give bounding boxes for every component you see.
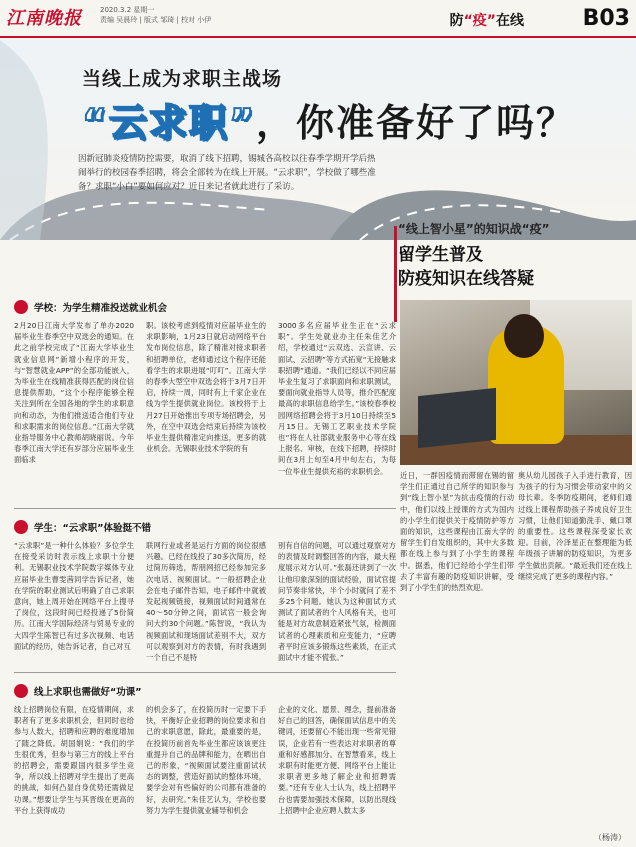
- section-name: [450, 10, 524, 30]
- article-column-8: 的机会多了，在投简历时一定要下手快，平衡好企业招聘的岗位要求和自己的求职意愿，除此，最重要的是，在投简历前首先毕业生都应该该更注重提升自己的品牌和能力，在晒出自己的形象，“视频面试要注重面试状态的调整，营造好面试的整体环境，要学会对有些偏好的公司都有准备的好，去研究。”朱佳艺认为，学校也要努力为学生提供就业辅导和机会: [146, 705, 266, 815]
- section-prefix: 防: [449, 13, 464, 29]
- main-headline: [82, 92, 576, 147]
- hero-banner: [0, 40, 636, 240]
- student-photo: [400, 300, 632, 465]
- laptop: [418, 388, 496, 448]
- article-column-5: 联网行业或者是运行方面的岗位很感兴趣。已经在线投了30多次简历，经过简历筛选，帮朋网招已经参加完多次电话、视频面试。“一般招聘企业会在电子邮件告知，电子邮件中就被发起视频链接，视频面试时间通常在40～50分钟之间，面试官一般会询问大约30个问题。”陈智说，“我认为视频面试和现场面试差别不大，双方可以观察到对方的表情，有时我遇到一个自己不是特: [146, 541, 266, 663]
- section-title-homework: [14, 684, 142, 698]
- divider: [14, 672, 396, 673]
- headline-kicker: 当线上成为求职主战场: [82, 68, 283, 90]
- issue-meta: [100, 5, 211, 25]
- lead-paragraph: 因新冠肺炎疫情防控需要，取消了线下招聘，锡城各高校以往春季学期开学后热闹举行的校园春季招聘，将会全部转为在线上开展。“云求职”，学校做了哪些准备？求职“小白”要如何应对？近日来记者就此进行了采访。: [78, 154, 376, 192]
- student-head: [504, 314, 544, 358]
- article-column-2: 职。该校考虑到疫情对应届毕业生的求职影响，1月23日就启动网络平台发布岗位信息，除了精准对接求职者和招聘单位，老师通过这个程序还能看学生的求职进展“叮叮”。江南大学的春季大型空中双选会将于3月7日开启，持续一周，同时有上千家企业在线为学生提供就业岗位。该校将于上月27日开始推出专项专场招聘会，另外，在空中双选会结束后持续为该校毕业生提供精准定向推送，更多的就业机会。无锡职业技术学院的有: [146, 321, 266, 454]
- masthead: [0, 0, 636, 38]
- article-column-3: 3000多名应届毕业生正在“云求职”。学生处就业办主任朱佳艺介绍，学校通过“云双选、云宣讲、云面试、云招聘”等方式拓宽“无接触求职招聘”通道。“我们已经以不同应届毕业生复习了求职面向和求职测试，要面向就业指导人员等，推介匹配度最高的求职信息给学生。”该校春季校园网络招聘会将于3月10日持续至5月15日。无锡工艺职业技术学院也“将在人社部就业服务中心等在线上报名、审核，在线下招聘，持续时间在3月上旬至4月中旬左右，为每一位毕业生提供充裕的求职机会。: [278, 321, 396, 476]
- sidebar-title-line2: 防疫知识在线答疑: [398, 269, 534, 289]
- sidebar-title: [398, 243, 628, 291]
- article-column-9: 企业的文化、愿景、理念，提前准备好自己的回答，确保面试信息中的关键词，还要留心不能出现一些常见错误，企业若有一些表达对求职者的尊重和好感都加分。在智慧看来，线上求职有时能更方便、网络平台上能让求职者更多地了解企业和招聘需要。”还有专业人士认为，线上招聘平台也需要加强技术保障，以防出现线上招聘中企业应聘人数太多: [278, 705, 396, 815]
- sidebar-title-line1: 留学生普及: [398, 245, 483, 265]
- editor-credits: 责编 吴晨玲 | 版式 邹琦 | 校对 小伊: [100, 16, 212, 24]
- article-column-4: “云求职”是一种什么体验？多位学生在接受采访时表示线上求职十分便利。无锡职业技术学院数字媒体专业应届毕业生曹雯茜同学告诉记者，她在学院的职业测试后明确了自己求职意向，她上周开始在网络平台上搜寻了岗位，这段时间已经投递了5份简历。江南大学国际经济与贸易专业的大四学生陈智已有过多次视频、电话面试的经历，她告诉记者，自己对互: [14, 541, 134, 651]
- section-title-text: 线上求职也需做好“功课”: [34, 687, 142, 698]
- issue-date: 2020.3.2 星期一: [100, 6, 155, 14]
- byline: （杨涛）: [594, 833, 626, 842]
- bullet-icon: [14, 300, 28, 314]
- section-title-text: 学生：“云求职”体验挺不错: [34, 523, 151, 534]
- sidebar-column-1: 近日，一群因疫情而滞留在锡的留学生们正通过自己所学的知识参与到“线上智小星”为抗击疫情的行动中，他们以线上授课的方式为国内的小学生们提供关于疫情防护等方面的知识，这些课程由江南大学的留学生们自发组织的，其中大多数都在线上参与到了小学生的课程中。据悉，他们已经给小学生们带去了丰富有趣的防疫知识讲解，受到了小学生们的热烈欢迎。: [400, 471, 514, 593]
- accent-bar: [394, 226, 397, 322]
- section-title-text: 学校：为学生精准投送就业机会: [34, 303, 168, 314]
- section-title-school: [14, 300, 167, 314]
- article-column-1: 2月20日江南大学发布了单办2020届毕业生春季空中双选会的通知。在此之前学校完成了“江南大学毕业生就业信息网”新增小程序的开发，与“智慧就业APP”的全部功能嵌入，为毕业生在线精准获得匹配的岗位信息提供帮助，“这个小程序能够全程关注到所在全国各地的学生的求职意向和动态，为他们推送适合他们专业和求职需求的岗位信息。”江南大学就业指导服务中心教师胡晓丽说。今年春季江南大学还有岁部分应届毕业生面临求: [14, 321, 134, 465]
- headline-quoted: “云求职”: [82, 101, 256, 145]
- section-title-student: [14, 520, 151, 534]
- headline-rest: ，你准备好了吗？: [255, 101, 576, 145]
- article-column-7: 线上招聘岗位有限，在疫情期间，求职者有了更多求职机会，但同时也给参与人数大，招聘和应聘的难度增加了随之降低。胡国娟说：“我们的学生很优秀，但参与第三方的线上平台的招聘会，需要跟国内很多学生竞争，所以线上招聘对学生提出了更高的挑战，如何凸显自身优势还需做足功课。”想要让学生与其晋级在更高的平台上获得成功: [14, 705, 134, 815]
- article-column-6: 别有自信的问题，可以通过观察对方的表情及时调整回答的内容，最大程度展示对方认可。”张磊还讲到了一次让他印象深刻的面试经验，面试官提问节奏非常快，半个小时就问了差不多25个问题。她认为这种面试方式测试了面试者的个人风格有关，也可能是对方故意制造紧张气氛，检测面试者的心理素质和应变能力，“应聘者平时应该多锻炼这些素质，在正式面试中才能不慌张。”: [278, 541, 396, 663]
- bullet-icon: [14, 684, 28, 698]
- sidebar-kicker: “线上智小星”的知识战“疫”: [398, 222, 550, 236]
- section-suffix: 在线: [496, 13, 524, 29]
- sidebar-column-2: 奥从幼儿园孩子入手进行教育，因为孩子的行为习惯会带动家中的父母长辈。冬季防疫期间，老师们通过线上课程帮助孩子养成良好卫生习惯，让他们知道勤洗手、戴口罩的重要性。这些课程深受家长欢迎。目前，冷泽星正在整理能为低年级孩子讲解的防疫知识，为更多学生做出贡献。“最近我们还在线上继续完成了更多的课程内容。”: [518, 471, 632, 581]
- bullet-icon: [14, 520, 28, 534]
- newspaper-logo: 江南晚报: [6, 8, 82, 29]
- divider: [14, 508, 396, 509]
- page-number: B03: [582, 6, 630, 31]
- section-quote: “疫”: [463, 13, 496, 29]
